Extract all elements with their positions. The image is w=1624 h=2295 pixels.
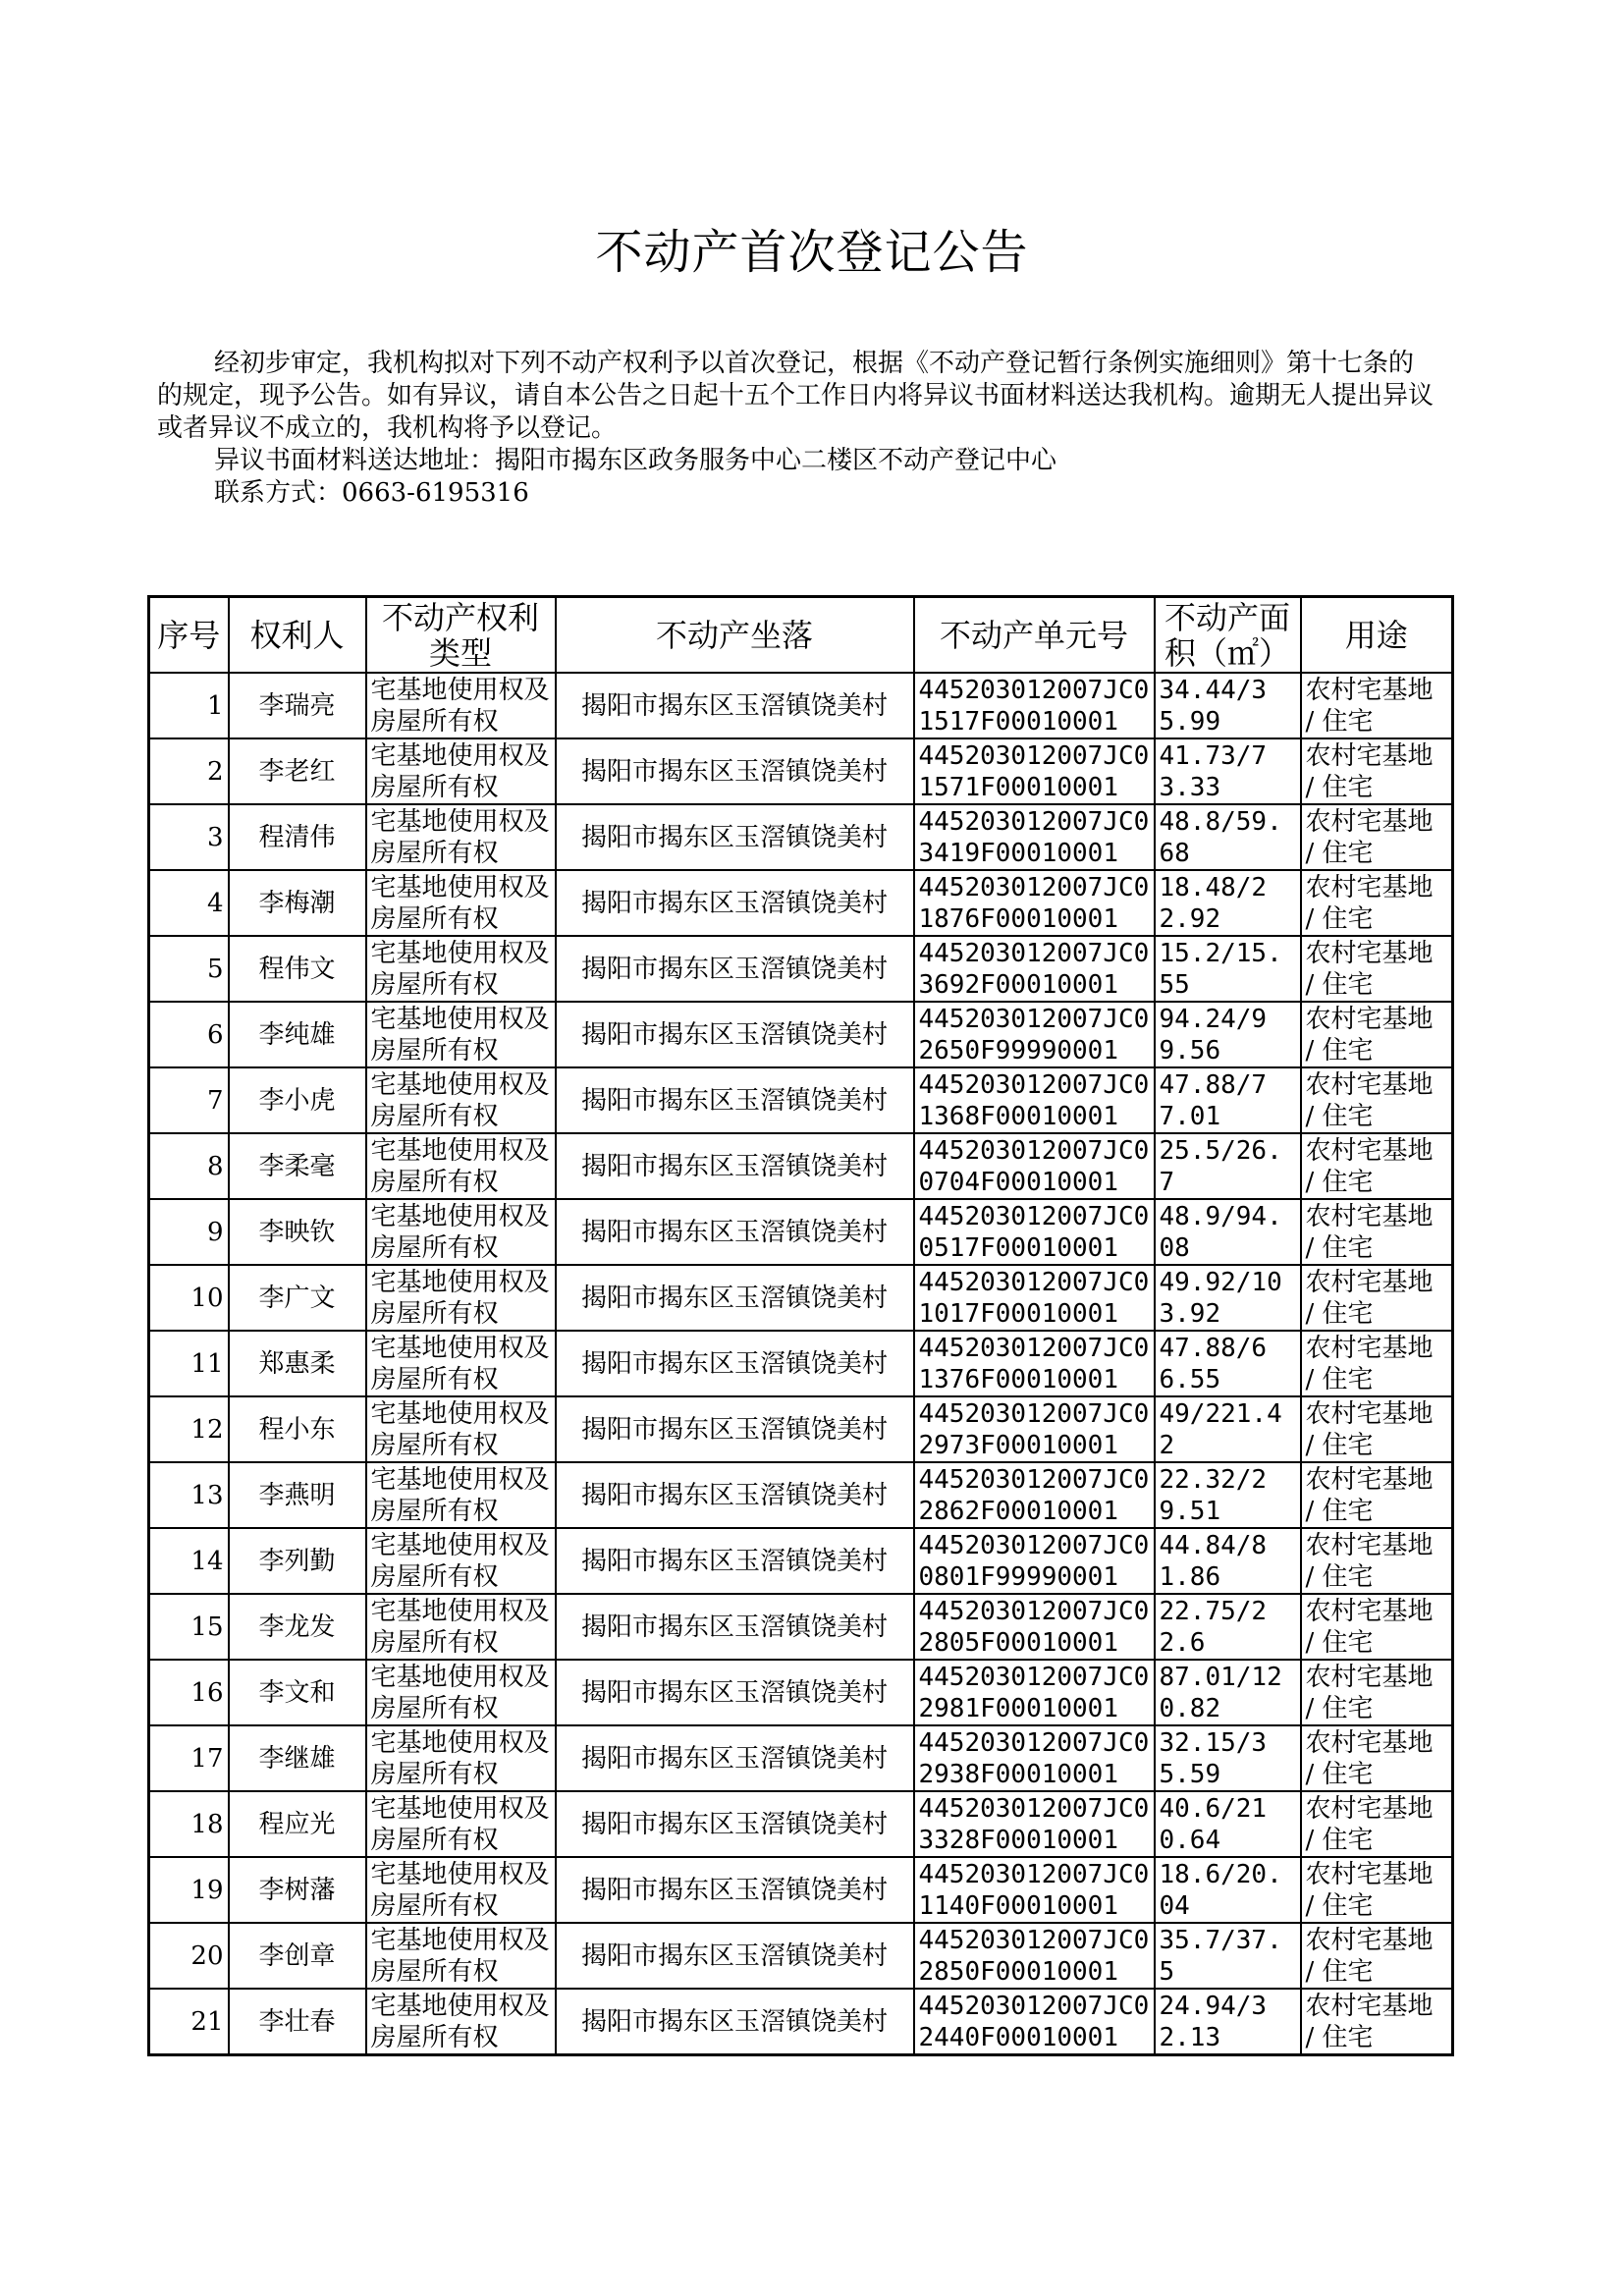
cell-right-type: 宅基地使用权及房屋所有权: [366, 738, 556, 804]
cell-use: 农村宅基地 / 住宅: [1301, 1594, 1453, 1660]
table-row: [149, 1791, 1453, 1857]
cell-owner: 李文和: [229, 1660, 366, 1725]
cell-location: 揭阳市揭东区玉滘镇饶美村: [556, 1725, 914, 1791]
cell-index: 11: [149, 1331, 229, 1396]
cell-location: 揭阳市揭东区玉滘镇饶美村: [556, 1791, 914, 1857]
cell-unit-number: 445203012007JC00704F00010001: [914, 1133, 1155, 1199]
cell-location: 揭阳市揭东区玉滘镇饶美村: [556, 1462, 914, 1528]
cell-location: 揭阳市揭东区玉滘镇饶美村: [556, 1989, 914, 2055]
cell-right-type: 宅基地使用权及房屋所有权: [366, 870, 556, 936]
table-row: [149, 1594, 1453, 1660]
cell-owner: 李创章: [229, 1923, 366, 1989]
cell-index: 19: [149, 1857, 229, 1923]
cell-location: 揭阳市揭东区玉滘镇饶美村: [556, 1528, 914, 1594]
cell-area: 40.6/210.64: [1155, 1791, 1301, 1857]
cell-location: 揭阳市揭东区玉滘镇饶美村: [556, 1133, 914, 1199]
cell-right-type: 宅基地使用权及房屋所有权: [366, 1725, 556, 1791]
table-row: [149, 1133, 1453, 1199]
cell-use: 农村宅基地 / 住宅: [1301, 1002, 1453, 1067]
cell-unit-number: 445203012007JC02650F99990001: [914, 1002, 1155, 1067]
cell-use: 农村宅基地 / 住宅: [1301, 1462, 1453, 1528]
cell-use: 农村宅基地 / 住宅: [1301, 1857, 1453, 1923]
cell-owner: 李龙发: [229, 1594, 366, 1660]
cell-right-type: 宅基地使用权及房屋所有权: [366, 1462, 556, 1528]
cell-use: 农村宅基地 / 住宅: [1301, 1133, 1453, 1199]
cell-area: 41.73/73.33: [1155, 738, 1301, 804]
cell-right-type: 宅基地使用权及房屋所有权: [366, 1857, 556, 1923]
cell-unit-number: 445203012007JC03692F00010001: [914, 936, 1155, 1002]
cell-use: 农村宅基地 / 住宅: [1301, 738, 1453, 804]
cell-index: 20: [149, 1923, 229, 1989]
cell-owner: 李小虎: [229, 1067, 366, 1133]
cell-area: 94.24/99.56: [1155, 1002, 1301, 1067]
header-index: 序号: [149, 597, 229, 674]
cell-index: 15: [149, 1594, 229, 1660]
cell-index: 3: [149, 804, 229, 870]
cell-location: 揭阳市揭东区玉滘镇饶美村: [556, 738, 914, 804]
cell-unit-number: 445203012007JC03328F00010001: [914, 1791, 1155, 1857]
cell-location: 揭阳市揭东区玉滘镇饶美村: [556, 1396, 914, 1462]
cell-owner: 李列勤: [229, 1528, 366, 1594]
cell-use: 农村宅基地 / 住宅: [1301, 870, 1453, 936]
cell-use: 农村宅基地 / 住宅: [1301, 936, 1453, 1002]
cell-right-type: 宅基地使用权及房屋所有权: [366, 804, 556, 870]
table-row: [149, 1923, 1453, 1989]
cell-area: 48.8/59.68: [1155, 804, 1301, 870]
cell-area: 47.88/77.01: [1155, 1067, 1301, 1133]
cell-use: 农村宅基地 / 住宅: [1301, 673, 1453, 738]
cell-unit-number: 445203012007JC02850F00010001: [914, 1923, 1155, 1989]
cell-owner: 程小东: [229, 1396, 366, 1462]
cell-unit-number: 445203012007JC00801F99990001: [914, 1528, 1155, 1594]
header-location: 不动产坐落: [556, 597, 914, 674]
cell-owner: 程应光: [229, 1791, 366, 1857]
table-row: [149, 804, 1453, 870]
cell-index: 6: [149, 1002, 229, 1067]
cell-unit-number: 445203012007JC01140F00010001: [914, 1857, 1155, 1923]
table-row: [149, 1265, 1453, 1331]
cell-location: 揭阳市揭东区玉滘镇饶美村: [556, 870, 914, 936]
table-row: [149, 1331, 1453, 1396]
cell-index: 2: [149, 738, 229, 804]
table-row: [149, 1067, 1453, 1133]
cell-location: 揭阳市揭东区玉滘镇饶美村: [556, 1594, 914, 1660]
cell-owner: 李柔毫: [229, 1133, 366, 1199]
cell-index: 5: [149, 936, 229, 1002]
cell-location: 揭阳市揭东区玉滘镇饶美村: [556, 1660, 914, 1725]
cell-unit-number: 445203012007JC01368F00010001: [914, 1067, 1155, 1133]
cell-location: 揭阳市揭东区玉滘镇饶美村: [556, 1002, 914, 1067]
header-unit-number: 不动产单元号: [914, 597, 1155, 674]
cell-use: 农村宅基地 / 住宅: [1301, 1528, 1453, 1594]
cell-area: 87.01/120.82: [1155, 1660, 1301, 1725]
cell-unit-number: 445203012007JC02973F00010001: [914, 1396, 1155, 1462]
registration-table: [147, 595, 1454, 2056]
cell-right-type: 宅基地使用权及房屋所有权: [366, 936, 556, 1002]
cell-index: 17: [149, 1725, 229, 1791]
cell-right-type: 宅基地使用权及房屋所有权: [366, 1265, 556, 1331]
cell-owner: 李梅潮: [229, 870, 366, 936]
cell-use: 农村宅基地 / 住宅: [1301, 1396, 1453, 1462]
cell-index: 18: [149, 1791, 229, 1857]
header-use: 用途: [1301, 597, 1453, 674]
cell-area: 18.48/22.92: [1155, 870, 1301, 936]
table-row: [149, 673, 1453, 738]
cell-right-type: 宅基地使用权及房屋所有权: [366, 1133, 556, 1199]
cell-right-type: 宅基地使用权及房屋所有权: [366, 1791, 556, 1857]
header-right-type: 不动产权利类型: [366, 597, 556, 674]
cell-right-type: 宅基地使用权及房屋所有权: [366, 1594, 556, 1660]
cell-index: 4: [149, 870, 229, 936]
intro-text: [157, 348, 1434, 510]
cell-index: 7: [149, 1067, 229, 1133]
cell-right-type: 宅基地使用权及房屋所有权: [366, 1002, 556, 1067]
cell-unit-number: 445203012007JC01376F00010001: [914, 1331, 1155, 1396]
cell-right-type: 宅基地使用权及房屋所有权: [366, 1396, 556, 1462]
cell-area: 34.44/35.99: [1155, 673, 1301, 738]
table-row: [149, 1857, 1453, 1923]
cell-location: 揭阳市揭东区玉滘镇饶美村: [556, 1857, 914, 1923]
cell-area: 22.75/22.6: [1155, 1594, 1301, 1660]
cell-unit-number: 445203012007JC01017F00010001: [914, 1265, 1155, 1331]
cell-right-type: 宅基地使用权及房屋所有权: [366, 1199, 556, 1265]
cell-use: 农村宅基地 / 住宅: [1301, 1791, 1453, 1857]
cell-owner: 郑惠柔: [229, 1331, 366, 1396]
cell-right-type: 宅基地使用权及房屋所有权: [366, 1067, 556, 1133]
table-row: [149, 1528, 1453, 1594]
cell-use: 农村宅基地 / 住宅: [1301, 1067, 1453, 1133]
page-title: 不动产首次登记公告: [595, 225, 1029, 280]
table-header-row: [149, 597, 1453, 674]
cell-owner: 李燕明: [229, 1462, 366, 1528]
cell-use: 农村宅基地 / 住宅: [1301, 1923, 1453, 1989]
cell-area: 49.92/103.92: [1155, 1265, 1301, 1331]
cell-index: 21: [149, 1989, 229, 2055]
table-row: [149, 1199, 1453, 1265]
table-body: [149, 673, 1453, 2055]
cell-right-type: 宅基地使用权及房屋所有权: [366, 673, 556, 738]
cell-unit-number: 445203012007JC02862F00010001: [914, 1462, 1155, 1528]
cell-location: 揭阳市揭东区玉滘镇饶美村: [556, 1067, 914, 1133]
cell-area: 24.94/32.13: [1155, 1989, 1301, 2055]
cell-use: 农村宅基地 / 住宅: [1301, 1331, 1453, 1396]
cell-right-type: 宅基地使用权及房屋所有权: [366, 1923, 556, 1989]
objection-address: 异议书面材料送达地址：揭阳市揭东区政务服务中心二楼区不动产登记中心: [214, 446, 1057, 475]
table-row: [149, 1725, 1453, 1791]
cell-owner: 李树藩: [229, 1857, 366, 1923]
cell-owner: 程清伟: [229, 804, 366, 870]
cell-owner: 李继雄: [229, 1725, 366, 1791]
table-row: [149, 936, 1453, 1002]
cell-index: 13: [149, 1462, 229, 1528]
cell-right-type: 宅基地使用权及房屋所有权: [366, 1331, 556, 1396]
cell-unit-number: 445203012007JC02805F00010001: [914, 1594, 1155, 1660]
cell-unit-number: 445203012007JC02938F00010001: [914, 1725, 1155, 1791]
header-owner: 权利人: [229, 597, 366, 674]
cell-area: 18.6/20.04: [1155, 1857, 1301, 1923]
table-row: [149, 738, 1453, 804]
cell-area: 48.9/94.08: [1155, 1199, 1301, 1265]
table-row: [149, 1002, 1453, 1067]
cell-index: 12: [149, 1396, 229, 1462]
cell-index: 9: [149, 1199, 229, 1265]
cell-use: 农村宅基地 / 住宅: [1301, 1660, 1453, 1725]
cell-index: 10: [149, 1265, 229, 1331]
cell-area: 25.5/26.7: [1155, 1133, 1301, 1199]
cell-location: 揭阳市揭东区玉滘镇饶美村: [556, 1923, 914, 1989]
cell-owner: 李老红: [229, 738, 366, 804]
cell-location: 揭阳市揭东区玉滘镇饶美村: [556, 804, 914, 870]
cell-area: 49/221.42: [1155, 1396, 1301, 1462]
cell-unit-number: 445203012007JC01517F00010001: [914, 673, 1155, 738]
contact-info: 联系方式：0663-6195316: [214, 478, 529, 508]
intro-paragraph: 经初步审定，我机构拟对下列不动产权利予以首次登记，根据《不动产登记暂行条例实施细则》第十七条的的规定，现予公告。如有异议，请自本公告之日起十五个工作日内将异议书面材料送达我机构。逾期无人提出异议或者异议不成立的，我机构将予以登记。: [157, 349, 1435, 443]
table-row: [149, 1462, 1453, 1528]
cell-unit-number: 445203012007JC00517F00010001: [914, 1199, 1155, 1265]
cell-index: 16: [149, 1660, 229, 1725]
cell-right-type: 宅基地使用权及房屋所有权: [366, 1660, 556, 1725]
cell-area: 22.32/29.51: [1155, 1462, 1301, 1528]
cell-location: 揭阳市揭东区玉滘镇饶美村: [556, 1265, 914, 1331]
cell-location: 揭阳市揭东区玉滘镇饶美村: [556, 1199, 914, 1265]
cell-unit-number: 445203012007JC02440F00010001: [914, 1989, 1155, 2055]
cell-location: 揭阳市揭东区玉滘镇饶美村: [556, 936, 914, 1002]
cell-use: 农村宅基地 / 住宅: [1301, 1989, 1453, 2055]
cell-use: 农村宅基地 / 住宅: [1301, 1265, 1453, 1331]
cell-unit-number: 445203012007JC01571F00010001: [914, 738, 1155, 804]
cell-owner: 程伟文: [229, 936, 366, 1002]
cell-owner: 李纯雄: [229, 1002, 366, 1067]
cell-use: 农村宅基地 / 住宅: [1301, 1725, 1453, 1791]
table-row: [149, 1989, 1453, 2055]
cell-owner: 李瑞亮: [229, 673, 366, 738]
cell-unit-number: 445203012007JC02981F00010001: [914, 1660, 1155, 1725]
cell-location: 揭阳市揭东区玉滘镇饶美村: [556, 1331, 914, 1396]
cell-area: 32.15/35.59: [1155, 1725, 1301, 1791]
cell-right-type: 宅基地使用权及房屋所有权: [366, 1528, 556, 1594]
table-row: [149, 870, 1453, 936]
cell-index: 1: [149, 673, 229, 738]
cell-area: 15.2/15.55: [1155, 936, 1301, 1002]
table-row: [149, 1396, 1453, 1462]
cell-owner: 李广文: [229, 1265, 366, 1331]
cell-owner: 李壮春: [229, 1989, 366, 2055]
cell-area: 35.7/37.5: [1155, 1923, 1301, 1989]
cell-area: 44.84/81.86: [1155, 1528, 1301, 1594]
cell-location: 揭阳市揭东区玉滘镇饶美村: [556, 673, 914, 738]
cell-unit-number: 445203012007JC01876F00010001: [914, 870, 1155, 936]
cell-unit-number: 445203012007JC03419F00010001: [914, 804, 1155, 870]
cell-owner: 李映钦: [229, 1199, 366, 1265]
cell-use: 农村宅基地 / 住宅: [1301, 1199, 1453, 1265]
cell-index: 14: [149, 1528, 229, 1594]
header-area: 不动产面积（㎡）: [1155, 597, 1301, 674]
cell-area: 47.88/66.55: [1155, 1331, 1301, 1396]
table-row: [149, 1660, 1453, 1725]
cell-index: 8: [149, 1133, 229, 1199]
cell-right-type: 宅基地使用权及房屋所有权: [366, 1989, 556, 2055]
cell-use: 农村宅基地 / 住宅: [1301, 804, 1453, 870]
